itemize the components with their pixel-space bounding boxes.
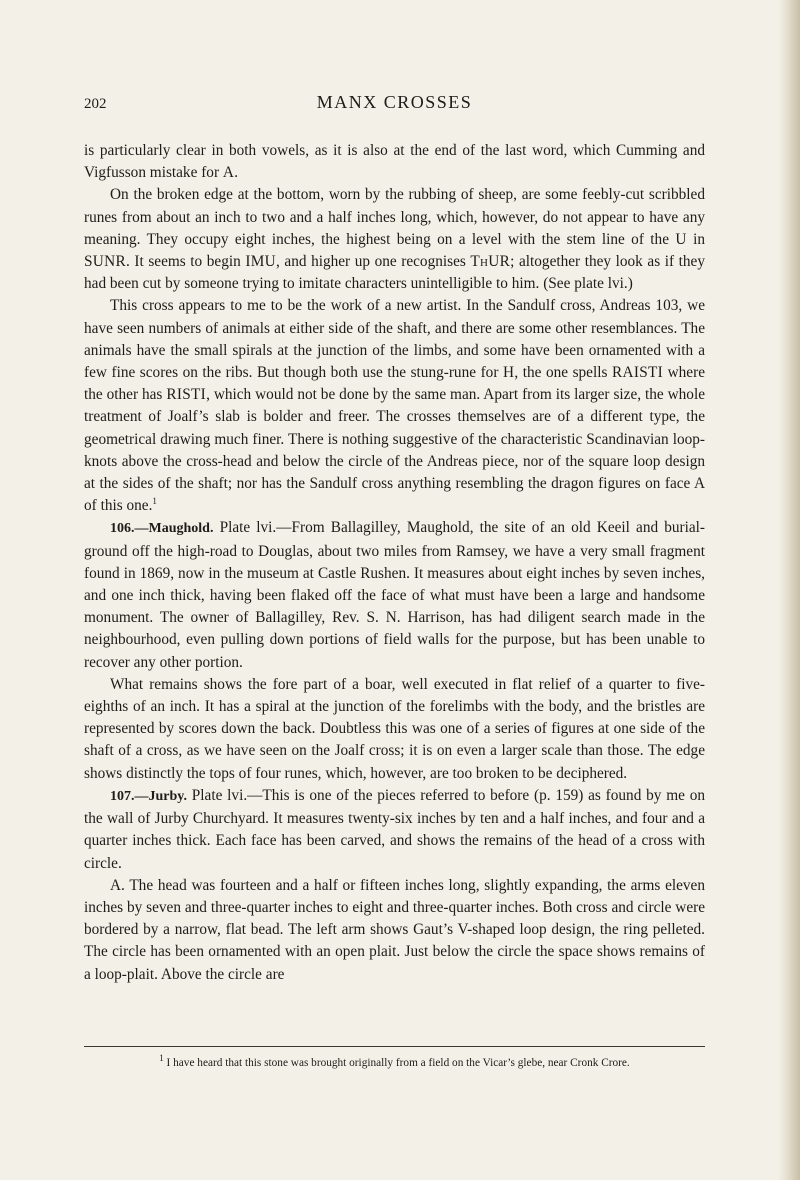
rune-transliteration: U [675, 230, 687, 248]
text-run: , and higher up one recognises [276, 253, 471, 271]
rune-transliteration: H [502, 364, 515, 382]
rune-transliteration: RAISTI [611, 364, 664, 382]
section-heading-maughold: 106.—Maughold. [110, 521, 214, 537]
text-run: , the one spells [514, 364, 612, 382]
rune-transliteration: A [222, 164, 235, 182]
running-title: MANX CROSSES [316, 92, 473, 112]
text-run: . [234, 164, 239, 182]
section-heading-jurby: 107.—Jurby. [110, 788, 188, 804]
paragraph [84, 674, 705, 785]
rune-transliteration: IMU [245, 253, 276, 271]
paragraph [84, 517, 705, 673]
paragraph [84, 140, 705, 184]
footnote-text: I have heard that this stone was brought originally from a field on the Vicar’s glebe, near Cronk Crore. [163, 1057, 630, 1069]
text-run: What remains shows the fore part of a boar, well executed in flat relief of a quarter to five-eighths of an inch. It has a spiral at the junction of the forelimbs with the body, and the bristles are represented by scores down the back. Doubtless this was one of a series of figures at one side of the shaft of a cross, as we have seen on the Joalf cross; it is on even a larger scale than those. The edge shows distinctly the tops of four runes, which, however, are too broken to be deciphered. [84, 675, 705, 782]
text-run: On the broken edge at the bottom, worn by the rubbing of sheep, are some feebly-cut scribbled runes from about an inch to two and a half inches long, which, however, do not appear to have any meaning. They occupy eight inches, the highest being on a level with the stem line of the [84, 186, 705, 248]
text-run: where the other has [84, 364, 705, 404]
rune-transliteration: SUNR [84, 253, 127, 271]
paragraph [84, 785, 705, 875]
text-run: ; altogether they look as if they had been cut by someone trying to imitate characters unintelligible to him. (See plate lvi.) [84, 253, 705, 293]
text-run: is particularly clear in both vowels, as it is also at the end of the last word, which Cumming and Vigfusson mistake for [84, 142, 705, 182]
text-run: Plate lvi.—This is one of the pieces referred to before (p. 159) as found by me on the wall of Jurby Churchyard. It measures twenty-six inches by ten and a half inches, and four and a quarter inches thick. Each face has been carved, and shows the remains of the head of a cross with circle. [84, 786, 705, 872]
paragraph [84, 875, 705, 986]
text-run: Plate lvi.—From Ballagilley, Maughold, the site of an old Keeil and burial-ground off the high-road to Douglas, about two miles from Ramsey, we have a very small fragment found in 1869, now in the museum at Castle Rushen. It measures about eight inches by seven inches, and one inch thick, having been flaked off the face of what must have been a large and handsome monument. The owner of Ballagilley, Rev. S. N. Harrison, has had diligent search made in the neighbourhood, even pulling down portions of field walls for the purpose, but has been unable to recover any other portion. [84, 519, 705, 671]
paragraph [84, 295, 705, 517]
page-edge-shadow [778, 0, 800, 1180]
body-text [84, 140, 705, 986]
page-header [84, 92, 705, 122]
footnote [84, 1053, 705, 1070]
rune-transliteration: ThUR [470, 253, 511, 271]
text-run: in [686, 230, 705, 248]
text-run: This cross appears to me to be the work of a new artist. In the Sandulf cross, Andreas 103, we have seen numbers of animals at either side of the shaft, and there are some other resemblances. The animals have the small spirals at the junction of the limbs, and some have been ornamented with a few fine scores on the ribs. But though both use the stung-rune for [84, 297, 705, 382]
footnote-divider [84, 1046, 705, 1047]
rune-transliteration: RISTI [166, 386, 207, 404]
text-run: . It seems to begin [126, 253, 246, 271]
text-run: A. The head was fourteen and a half or fifteen inches long, slightly expanding, the arms eleven inches by seven and three-quarter inches to eight and three-quarter inches. Both cross and circle were bordered by a narrow, flat bead. The left arm shows Gaut’s V-shaped loop design, the ring pelleted. The circle has been ornamented with an open plait. Just below the circle the space shows remains of a loop-plait. Above the circle are [84, 876, 705, 983]
paragraph [84, 184, 705, 295]
footnote-marker: 1 [159, 1053, 164, 1064]
footnote-reference: 1 [152, 496, 157, 507]
text-run: , which would not be done by the same man. Apart from its larger size, the whole treatment of Joalf’s slab is bolder and freer. The crosses themselves are of a different type, the geometrical drawing much finer. There is nothing suggestive of the characteristic Scandinavian loop-knots above the cross-head and below the circle of the Andreas piece, nor of the square loop design at the sides of the shaft; nor has the Sandulf cross anything resembling the dragon figures on face A of this one. [84, 386, 705, 515]
page-number: 202 [84, 96, 107, 112]
